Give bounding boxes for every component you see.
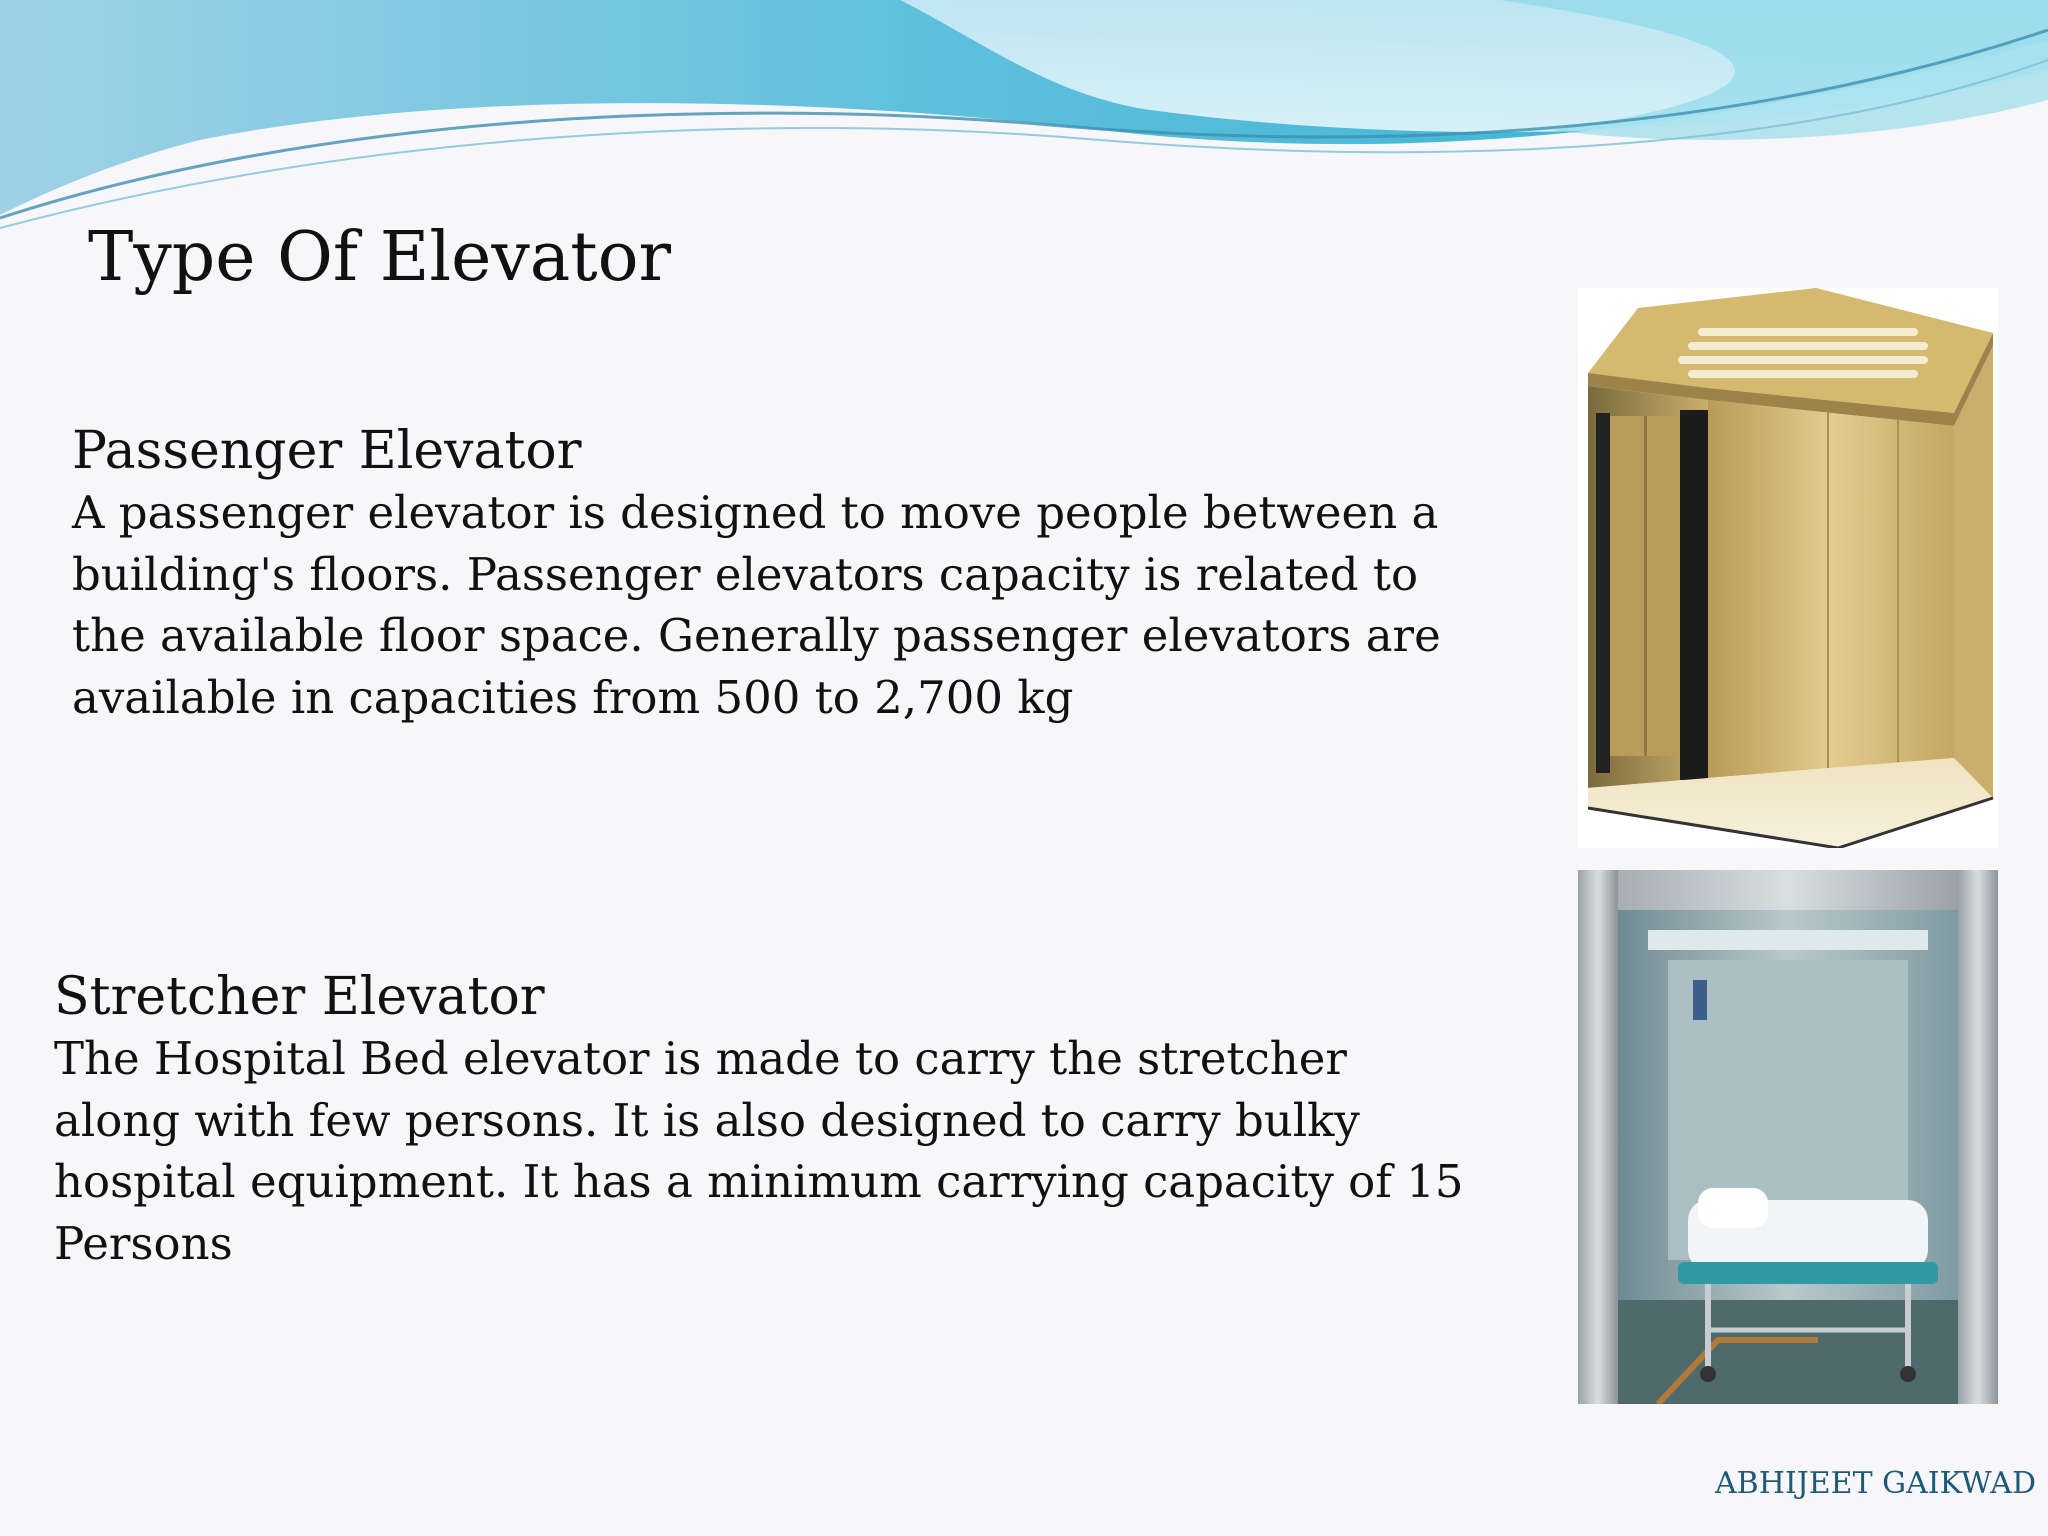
slide-title: Type Of Elevator — [88, 218, 672, 297]
passenger-elevator-section — [72, 420, 1492, 728]
stretcher-elevator-heading: Stretcher Elevator — [54, 967, 545, 1027]
author-footer: ABHIJEET GAIKWAD — [1715, 1466, 2036, 1501]
passenger-elevator-heading: Passenger Elevator — [72, 421, 582, 481]
passenger-elevator-image — [1578, 288, 1998, 848]
passenger-elevator-description: A passenger elevator is designed to move people between a building's floors. Passenger elevators capacity is related to the available floor space. Generally passenger elevators are available in capacities from 500 to 2,700 kg — [72, 486, 1441, 724]
stretcher-elevator-section — [54, 966, 1474, 1274]
header-wave-decoration — [0, 0, 2048, 240]
stretcher-elevator-description: The Hospital Bed elevator is made to carry the stretcher along with few persons. It is also designed to carry bulky hospital equipment. It has a minimum carrying capacity of 15 Persons — [54, 1032, 1464, 1270]
stretcher-elevator-image — [1578, 870, 1998, 1404]
